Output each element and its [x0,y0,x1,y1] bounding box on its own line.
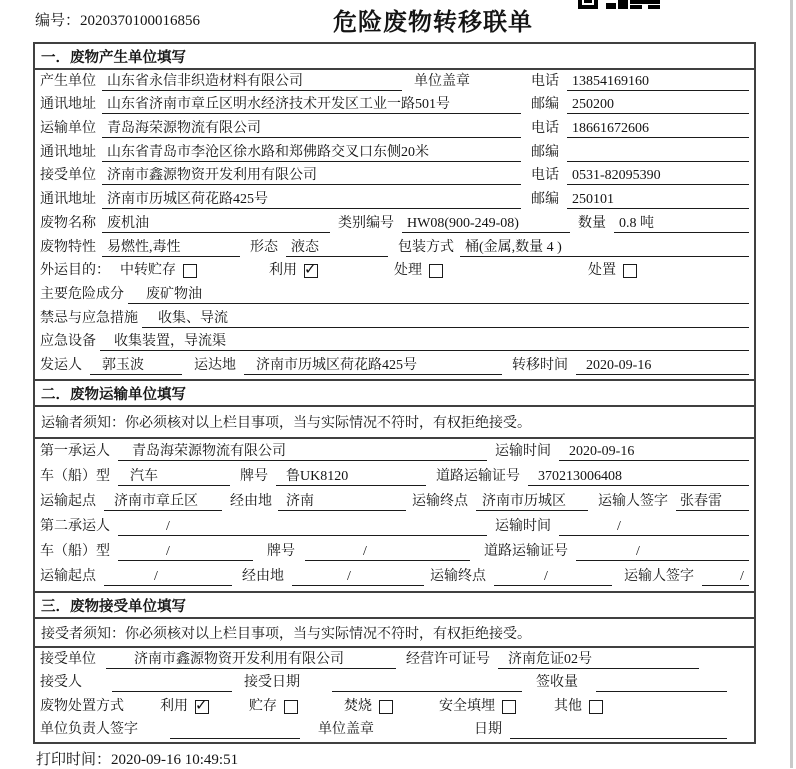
option-label: 焚烧 [344,698,372,714]
transporter-notice: 运输者须知：你必须核对以上栏目事项，当与实际情况不符时，有权拒绝接受。 [35,407,754,439]
vehicle1-value: 汽车 [130,469,158,484]
phone-label: 电话 [531,168,559,184]
receiver-phone-value: 0531-82095390 [572,168,661,184]
route-via1-field [278,493,406,511]
disposal-option-incinerate [344,698,393,716]
carrier-sign2-field [702,568,749,586]
plate1-value: 鲁UK8120 [286,469,349,484]
form-label: 形态 [250,239,278,255]
transfer-time-value: 2020-09-16 [586,357,652,373]
receiver-field [102,167,521,185]
waste-name-field [102,215,330,233]
producer-label: 产生单位 [40,73,96,89]
row-waste-name [35,212,754,236]
plate1-field [276,468,426,486]
traits-label: 废物特性 [40,239,96,255]
row-transport-unit [35,117,754,141]
vehicle-type-label: 车（船）型 [40,469,110,484]
head-sign-field [170,721,300,739]
phone-label: 电话 [531,121,559,137]
vehicle2-value: / [166,544,170,559]
option-label: 安全填埋 [439,698,495,714]
row-second-carrier [35,514,754,539]
road-cert1-field [528,468,749,486]
equipment-value: 收集装置，导流渠 [114,334,226,350]
section-receiver-title: 三．废物接受单位填写 [35,593,754,619]
transport-time2-value: / [617,519,621,534]
destination-label: 运达地 [194,357,236,373]
transporter-label: 运输单位 [40,121,96,137]
row-head-signature [35,719,754,743]
route-via2-field [292,568,424,586]
road-cert-label: 道路运输证号 [436,469,520,484]
row-transporter-address [35,141,754,165]
route-start2-value: / [154,569,158,584]
transport-time2-field [559,518,749,536]
route-end2-field [494,568,612,586]
packing-field [460,239,749,257]
plate2-value: / [363,544,367,559]
equipment-field [100,333,749,351]
option-label: 处理 [394,263,422,279]
row-emergency-equipment [35,331,754,355]
category-label: 类别编号 [338,215,394,231]
producer-value: 山东省永信非织造材料有限公司 [107,73,303,89]
unit-seal-label: 单位盖章 [414,73,470,89]
vehicle2-field [118,543,253,561]
shipper-label: 发运人 [40,357,82,373]
form-field [286,239,388,257]
checkbox-icon [502,700,516,714]
zip-label: 邮编 [531,97,559,113]
transporter-zip-field [567,144,749,162]
head-sign-label: 单位负责人签字 [40,722,138,737]
row-route2 [35,564,754,589]
transporter-value: 青岛海荣源物流有限公司 [107,121,261,137]
license-value: 济南危证02号 [508,651,592,667]
route-start-label: 运输起点 [40,494,96,509]
producer-zip-field [567,96,749,114]
first-carrier-label: 第一承运人 [40,444,110,459]
first-carrier-value: 青岛海荣源物流有限公司 [132,444,286,459]
address-label: 通讯地址 [40,144,96,160]
section-producer-title: 一．废物产生单位填写 [35,44,754,70]
plate2-field [305,543,470,561]
row-vehicle2 [35,539,754,564]
road-cert2-field [576,543,749,561]
receiver-address-field [102,191,521,209]
row-waste-traits [35,236,754,260]
option-label: 其他 [554,698,582,714]
row-transfer-purpose [35,260,754,284]
checkbox-icon [623,264,637,278]
disposal-option-utilize [160,698,209,716]
packing-label: 包装方式 [398,239,454,255]
hazard-label: 主要危险成分 [40,286,124,302]
print-time [36,748,238,769]
transfer-time-label: 转移时间 [512,357,568,373]
route-via-label: 经由地 [242,569,284,584]
producer-address-value: 山东省济南市章丘区明水经济技术开发区工业一路501号 [107,97,450,113]
taboo-label: 禁忌与应急措施 [40,310,138,326]
purpose-option-treat [394,262,443,280]
option-label: 利用 [160,698,188,714]
traits-value: 易燃性,毒性 [107,239,181,255]
producer-address-field [102,96,521,114]
plate-label: 牌号 [240,469,268,484]
route-start-label: 运输起点 [40,569,96,584]
row-vehicle1 [35,464,754,489]
disposal-option-storage [249,698,298,716]
vehicle1-field [118,468,230,486]
shipper-value: 郭玉波 [102,357,144,373]
accept-date-field [332,674,522,692]
taboo-value: 收集、导流 [158,310,228,326]
transporter-phone-value: 18661672606 [572,121,649,137]
transporter-address-field [102,144,521,162]
receiver-zip-value: 250101 [572,192,614,208]
transporter-phone-field [567,120,749,138]
receiver-value: 济南市鑫源物资开发利用有限公司 [107,168,317,184]
section-transporter [35,379,754,591]
transport-time1-field [559,443,749,461]
option-label: 处置 [588,263,616,279]
taboo-field [142,310,749,328]
purpose-option-storage [120,262,197,280]
page-right-edge [790,0,793,768]
carrier-sign1-field [676,493,749,511]
route-start2-field [104,568,232,586]
row-first-carrier [35,439,754,464]
receiver-phone-field [567,167,749,185]
road-cert-label: 道路运输证号 [484,544,568,559]
purpose-label: 外运目的： [40,263,110,279]
row-taboo-measures [35,307,754,331]
carrier-sign2-value: / [740,569,744,584]
license-field [498,651,699,669]
route-end1-field [476,493,588,511]
checkbox-icon [304,264,318,278]
serial-number [35,9,200,30]
equipment-label: 应急设备 [40,334,96,350]
producer-phone-value: 13854169160 [572,73,649,89]
route-via-label: 经由地 [230,494,272,509]
row-receiver-address [35,188,754,212]
section-receiver [35,591,754,744]
traits-field [102,239,240,257]
receiving-unit-value: 济南市鑫源物资开发利用有限公司 [134,651,344,667]
transport-time1-value: 2020-09-16 [569,444,635,459]
quantity-value: 0.8 吨 [619,215,654,231]
carrier-sign1-value: 张春雷 [680,494,722,509]
route-via2-value: / [347,569,351,584]
row-acceptor [35,672,754,696]
license-label: 经营许可证号 [406,651,490,667]
route-end-label: 运输终点 [430,569,486,584]
option-label: 中转贮存 [120,263,176,279]
disposal-option-other [554,698,603,716]
receiver-zip-field [567,191,749,209]
checkbox-icon [429,264,443,278]
category-field [402,215,570,233]
checkbox-icon [183,264,197,278]
row-producer-unit [35,70,754,94]
zip-label: 邮编 [531,192,559,208]
print-time-value: 2020-09-16 10:49:51 [111,752,239,768]
checkbox-icon [195,700,209,714]
receipt-qty-field [596,674,727,692]
serial-value: 2020370100016856 [80,13,201,29]
option-label: 贮存 [249,698,277,714]
packing-value: 桶(金属,数量 4 ) [465,239,562,255]
waste-name-value: 废机油 [107,215,149,231]
producer-phone-field [567,73,749,91]
first-carrier-field [118,443,487,461]
waste-name-label: 废物名称 [40,215,96,231]
route-end1-value: 济南市历城区 [482,494,566,509]
unit-seal-label: 单位盖章 [318,722,374,737]
destination-value: 济南市历城区荷花路425号 [256,357,417,373]
receiving-unit-label: 接受单位 [40,651,96,667]
purpose-option-utilize [269,262,318,280]
road-cert2-value: / [636,544,640,559]
form-value: 液态 [291,239,319,255]
hazard-value: 废矿物油 [146,286,202,302]
transporter-field [102,120,521,138]
address-label: 通讯地址 [40,97,96,113]
hazard-field [128,286,749,304]
accept-date-label: 接受日期 [244,675,300,690]
qr-code-fragment-icon [578,0,666,9]
checkbox-icon [284,700,298,714]
receiver-address-value: 济南市历城区荷花路425号 [107,192,268,208]
transfer-time-field [576,357,749,375]
section-transporter-title: 二．废物运输单位填写 [35,381,754,407]
transport-time-label: 运输时间 [495,444,551,459]
acceptor-field [112,674,232,692]
vehicle-type-label: 车（船）型 [40,544,110,559]
row-shipper [35,354,754,378]
transporter-address-value: 山东省青岛市李沧区徐水路和郑佛路交叉口东侧20米 [107,144,429,160]
quantity-field [614,215,749,233]
route-start1-field [104,493,222,511]
shipper-field [90,357,182,375]
receiver-notice: 接受者须知：你必须核对以上栏目事项，当与实际情况不符时，有权拒绝接受。 [35,619,754,648]
manifest-form [33,42,756,744]
date-field [510,721,727,739]
quantity-label: 数量 [578,215,606,231]
row-route1 [35,489,754,514]
transport-time-label: 运输时间 [495,519,551,534]
row-hazard-component [35,283,754,307]
plate-label: 牌号 [267,544,295,559]
receipt-qty-label: 签收量 [536,675,578,690]
row-disposal-method [35,695,754,719]
zip-label: 邮编 [531,144,559,160]
section-producer [35,44,754,379]
category-value: HW08(900-249-08) [407,215,519,231]
checkbox-icon [379,700,393,714]
carrier-sign-label: 运输人签字 [598,494,668,509]
serial-label: 编号： [35,13,81,29]
route-end-label: 运输终点 [412,494,468,509]
destination-field [244,357,502,375]
receiver-label: 接受单位 [40,168,96,184]
date-label: 日期 [474,722,502,737]
route-via1-value: 济南 [286,494,314,509]
producer-zip-value: 250200 [572,97,614,113]
phone-label: 电话 [531,73,559,89]
carrier-sign-label: 运输人签字 [624,569,694,584]
address-label: 通讯地址 [40,192,96,208]
disposal-option-landfill [439,698,516,716]
acceptor-label: 接受人 [40,675,82,690]
purpose-option-dispose [588,262,637,280]
row-receiving-unit [35,648,754,672]
second-carrier-value: / [166,519,170,534]
second-carrier-field [118,518,487,536]
route-end2-value: / [544,569,548,584]
page-title: 危险废物转移联单 [333,8,533,36]
row-receiver-unit [35,165,754,189]
option-label: 利用 [269,263,297,279]
producer-field [102,73,402,91]
road-cert1-value: 370213006408 [538,469,622,484]
disposal-label: 废物处置方式 [40,698,124,714]
print-time-label: 打印时间： [36,752,112,768]
route-start1-value: 济南市章丘区 [114,494,198,509]
checkbox-icon [589,700,603,714]
second-carrier-label: 第二承运人 [40,519,110,534]
row-producer-address [35,94,754,118]
receiving-unit-field [106,651,396,669]
